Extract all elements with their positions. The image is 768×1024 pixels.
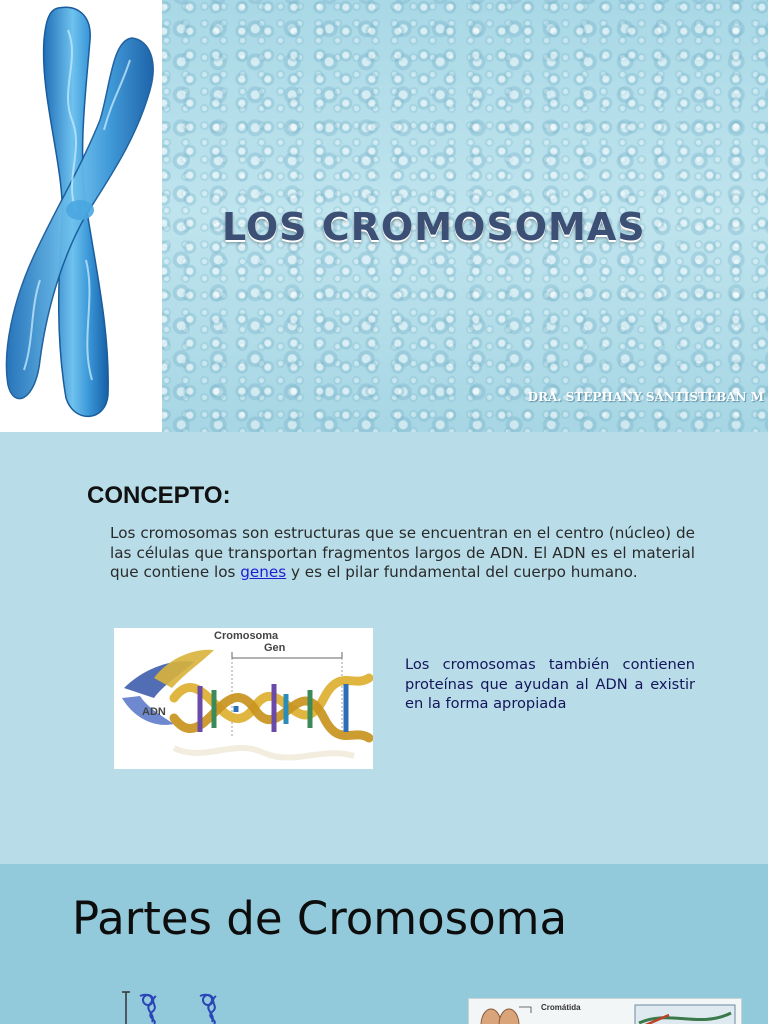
parts-slide [0,864,768,1024]
figure-label-adn: ADN [142,706,166,718]
chromosome-parts-illustration [122,990,242,1024]
cromatida-diagram-icon [469,999,741,1024]
dna-chromosome-figure [114,628,373,769]
concept-heading: CONCEPTO: [87,482,231,509]
cromatida-label: Cromátida [541,1003,581,1012]
concept-text-part-1: Los cromosomas son estructuras que se encuentran en el centro (núcleo) de las células que transportan fragmentos largos de ADN. El ADN es el material que contiene los [110,524,695,581]
figure-label-gen: Gen [264,642,286,654]
figure-label-cromosoma: Cromosoma [214,630,279,642]
chromosome-small-icon [122,990,242,1024]
genes-link[interactable]: genes [240,563,287,581]
parts-title: Partes de Cromosoma [72,892,568,945]
dna-helix-icon [114,628,373,769]
chromosome-x-icon [0,0,162,432]
author-name: DRA. STEPHANY SANTISTEBAN M [527,390,764,404]
cromatida-figure [468,998,742,1024]
chromosome-illustration [0,0,162,432]
proteins-paragraph: Los cromosomas también contienen proteínas que ayudan al ADN a existir en la forma apropiada [405,656,695,712]
concept-text-part-2: y es el pilar fundamental del cuerpo humano. [286,563,638,581]
slide-title: LOS CROMOSOMAS [222,205,646,249]
concept-slide [0,432,768,864]
concept-paragraph [110,524,695,583]
title-slide [0,0,768,432]
